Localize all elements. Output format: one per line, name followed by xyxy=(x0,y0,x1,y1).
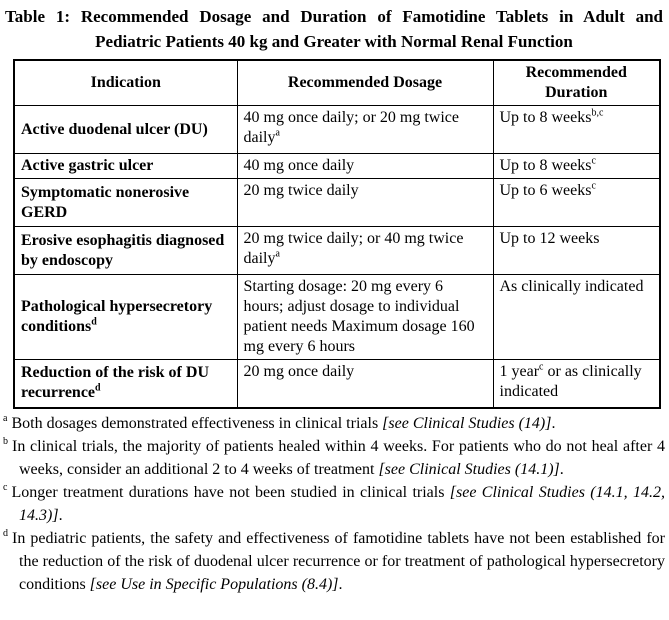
footnote-a xyxy=(3,412,665,435)
indication-text: Reduction of the risk of DU recurrence xyxy=(21,364,209,402)
cell-indication xyxy=(14,106,237,154)
dosage-text: 20 mg twice daily xyxy=(243,182,359,199)
footnote-marker: c xyxy=(3,482,8,494)
cell-duration xyxy=(493,179,660,227)
footnote-marker: d xyxy=(3,528,8,540)
footnote-reference: [see Clinical Studies (14.1, 14.2, 14.3)] xyxy=(19,483,665,524)
dosage-text: 20 mg twice daily; or 40 mg twice daily xyxy=(243,230,464,267)
duration-text: Up to 6 weeks xyxy=(499,182,592,199)
duration-text: Up to 8 weeks xyxy=(499,109,592,126)
duration-footnote-ref: b,c xyxy=(591,107,604,119)
cell-indication xyxy=(14,275,237,360)
header-indication: Indication xyxy=(14,60,237,106)
footnote-text-after: . xyxy=(58,506,63,524)
cell-dosage xyxy=(237,360,493,408)
indication-text: Symptomatic nonerosive GERD xyxy=(21,183,190,221)
footnote-reference: [see Use in Specific Populations (8.4)] xyxy=(89,575,339,593)
indication-text: Erosive esophagitis diagnosed by endoscopy xyxy=(21,231,225,269)
table-row-symptomatic-nonerosive-gerd xyxy=(14,179,660,227)
cell-duration xyxy=(493,106,660,154)
footnote-d xyxy=(3,527,665,596)
table-title-line2: Pediatric Patients 40 kg and Greater with Normal Renal Function xyxy=(95,32,573,51)
indication-text: Active duodenal ulcer (DU) xyxy=(21,120,208,138)
cell-dosage xyxy=(237,154,493,179)
footnotes-section xyxy=(3,412,665,596)
table-title xyxy=(3,4,665,54)
duration-footnote-ref: c xyxy=(591,155,596,167)
footnote-text: Longer treatment durations have not been studied in clinical trials xyxy=(11,483,450,501)
dosage-footnote-ref: a xyxy=(275,127,280,139)
footnote-reference: [see Clinical Studies (14)] xyxy=(382,414,552,432)
cell-duration xyxy=(493,227,660,275)
table-row-reduction-du-recurrence xyxy=(14,360,660,408)
cell-indication xyxy=(14,154,237,179)
footnote-b xyxy=(3,435,665,481)
cell-dosage xyxy=(237,227,493,275)
duration-text: Up to 12 weeks xyxy=(499,230,600,247)
dosage-table xyxy=(13,59,661,409)
table-row-pathological-hypersecretory xyxy=(14,275,660,360)
indication-footnote-ref: d xyxy=(91,316,97,328)
duration-text: Up to 8 weeks xyxy=(499,157,592,174)
duration-footnote-ref: c xyxy=(539,361,544,373)
indication-text: Pathological hypersecretory conditions xyxy=(21,298,213,335)
footnote-text-after: . xyxy=(559,460,564,478)
indication-footnote-ref: d xyxy=(95,382,101,394)
indication-text: Active gastric ulcer xyxy=(21,157,154,174)
footnote-text: In pediatric patients, the safety and effectiveness of famotidine tablets have not been established for the reduction of the risk of duodenal ulcer recurrence or for treatment of pathological hypersecretory conditions xyxy=(12,529,665,593)
footnote-reference: [see Clinical Studies (14.1)] xyxy=(378,460,560,478)
duration-text: 1 year xyxy=(499,363,540,380)
cell-dosage xyxy=(237,179,493,227)
table-row-active-duodenal-ulcer xyxy=(14,106,660,154)
footnote-text: In clinical trials, the majority of patients healed within 4 weeks. For patients who do not heal after 4 weeks, consider an additional 2 to 4 weeks of treatment xyxy=(12,437,665,478)
footnote-c xyxy=(3,481,665,527)
dosage-text: 40 mg once daily xyxy=(243,157,355,174)
cell-duration xyxy=(493,360,660,408)
duration-text: As clinically indicated xyxy=(499,278,644,295)
footnote-text-after: . xyxy=(551,414,556,432)
header-recommended-dosage: Recommended Dosage xyxy=(237,60,493,106)
dosage-text: 40 mg once daily; or 20 mg twice daily xyxy=(243,109,460,146)
cell-indication xyxy=(14,179,237,227)
dosage-footnote-ref: a xyxy=(275,248,280,260)
dosage-text: Starting dosage: 20 mg every 6 hours; adjust dosage to individual patient needs Maximum dosage 160 mg every 6 hours xyxy=(243,278,475,355)
cell-duration xyxy=(493,275,660,360)
header-recommended-duration: Recommended Duration xyxy=(493,60,660,106)
duration-footnote-ref: c xyxy=(591,180,596,192)
footnote-marker: b xyxy=(3,436,8,448)
table-row-active-gastric-ulcer xyxy=(14,154,660,179)
table-title-line1: Table 1: Recommended Dosage and Duration of Famotidine Tablets in Adult and xyxy=(5,7,663,26)
cell-duration xyxy=(493,154,660,179)
table-row-erosive-esophagitis xyxy=(14,227,660,275)
footnote-marker: a xyxy=(3,413,8,425)
cell-indication xyxy=(14,360,237,408)
table-header-row xyxy=(14,60,660,106)
footnote-text-after: . xyxy=(338,575,343,593)
footnote-text: Both dosages demonstrated effectiveness in clinical trials xyxy=(11,414,383,432)
cell-indication xyxy=(14,227,237,275)
dosage-text: 20 mg once daily xyxy=(243,363,355,380)
duration-text-after: or as clinically indicated xyxy=(499,363,642,400)
cell-dosage xyxy=(237,275,493,360)
cell-dosage xyxy=(237,106,493,154)
